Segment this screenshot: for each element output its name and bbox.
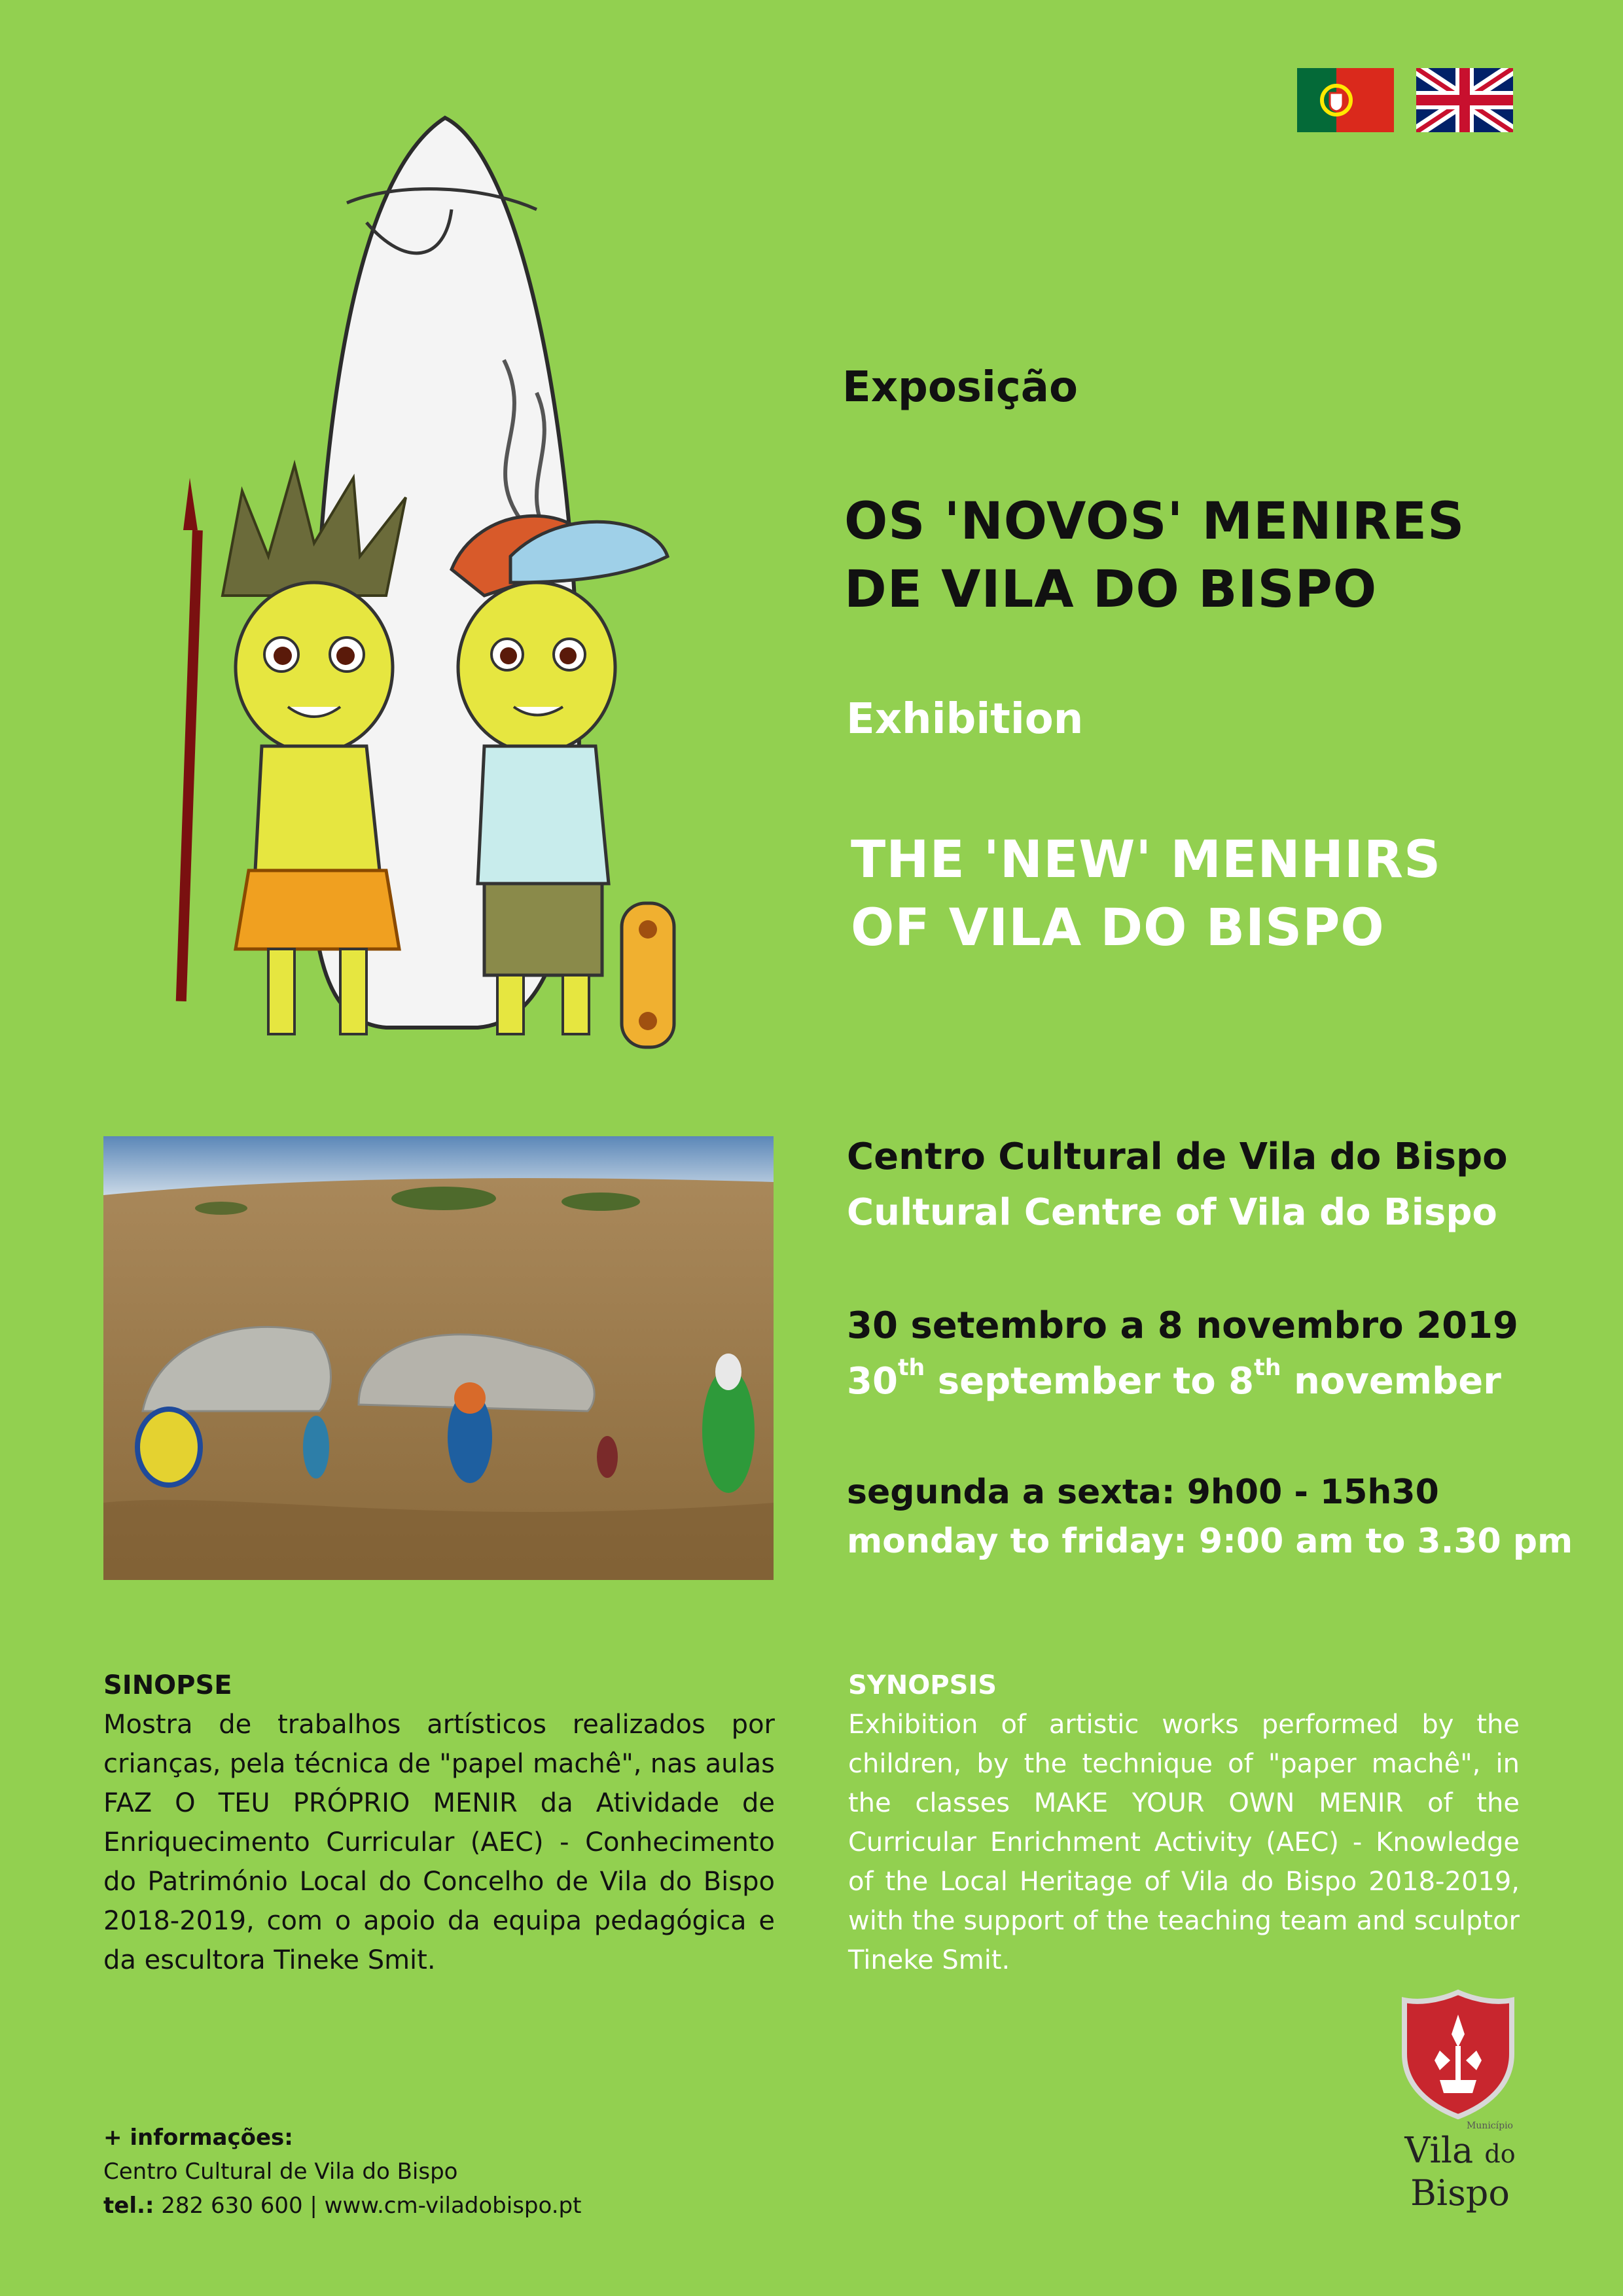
children-menhir-illustration [170, 98, 694, 1080]
menhirs-field-photo [103, 1136, 774, 1580]
dates-en-end: november [1281, 1360, 1501, 1403]
title-pt-line-2: DE VILA DO BISPO [844, 560, 1378, 619]
footer-tel-value[interactable]: 282 630 600 | www.cm-viladobispo.pt [154, 2193, 582, 2219]
footer-info [103, 2121, 581, 2223]
title-en-line-1: THE 'NEW' MENHIRS [851, 831, 1442, 889]
synopsis-en-body: Exhibition of artistic works performed by the children, by the technique of "paper machê", in the classes MAKE YOUR OWN MENIR of the Curricular Enrichment Activity (AEC) - Knowledge of the Local Heritage of Vila do Bispo 2018-2019, with the support of the teaching team and sculptor Tineke Smit. [848, 1710, 1520, 1975]
synopsis-pt-heading: SINOPSE [103, 1670, 232, 1700]
venue-pt: Centro Cultural de Vila do Bispo [847, 1136, 1508, 1178]
synopsis-pt-body: Mostra de trabalhos artísticos realizados por crianças, pela técnica de "papel machê", nas aulas FAZ O TEU PRÓPRIO MENIR da Atividade de Enriquecimento Curricular (AEC) - Conhecimento do Património Local do Concelho de Vila do Bispo 2018-2019, com o apoio da equipa pedagógica e da escultora Tineke Smit. [103, 1710, 775, 1975]
dates-pt: 30 setembro a 8 novembro 2019 [847, 1304, 1518, 1347]
dates-en-sup1: th [897, 1355, 925, 1382]
municipality-logo-vila: Vila [1404, 2130, 1474, 2171]
uk-flag-icon[interactable] [1416, 68, 1513, 132]
hours-pt: segunda a sexta: 9h00 - 15h30 [847, 1473, 1439, 1512]
venue-en: Cultural Centre of Vila do Bispo [847, 1191, 1497, 1234]
synopsis-en-heading: SYNOPSIS [848, 1670, 997, 1700]
exhibition-label-pt: Exposição [842, 363, 1078, 412]
exhibition-title-pt [844, 488, 1465, 624]
portugal-flag-icon[interactable] [1297, 68, 1394, 132]
exhibition-label-en: Exhibition [846, 695, 1084, 744]
footer-info-label: + informações: [103, 2125, 293, 2151]
dates-en-day1: 30 [847, 1360, 898, 1403]
municipality-crest-icon [1400, 1988, 1516, 2119]
synopsis-en [848, 1666, 1520, 1980]
footer-contact [103, 2189, 581, 2223]
exhibition-title-en [851, 826, 1441, 962]
dates-en [847, 1355, 1501, 1403]
dates-en-mid: september to 8 [925, 1360, 1255, 1403]
municipality-logo-bispo: Bispo [1410, 2172, 1510, 2214]
municipality-logo [1398, 2121, 1522, 2213]
title-pt-line-1: OS 'NOVOS' MENIRES [844, 492, 1465, 551]
hours-en: monday to friday: 9:00 am to 3.30 pm [847, 1522, 1573, 1561]
title-en-line-2: OF VILA DO BISPO [851, 899, 1385, 958]
footer-info-venue: Centro Cultural de Vila do Bispo [103, 2159, 458, 2185]
municipality-logo-do: do [1484, 2140, 1516, 2168]
dates-en-sup2: th [1254, 1355, 1281, 1382]
municipality-logo-small: Município [1466, 2121, 1513, 2131]
synopsis-pt [103, 1666, 775, 1980]
footer-tel-label: tel.: [103, 2193, 154, 2219]
